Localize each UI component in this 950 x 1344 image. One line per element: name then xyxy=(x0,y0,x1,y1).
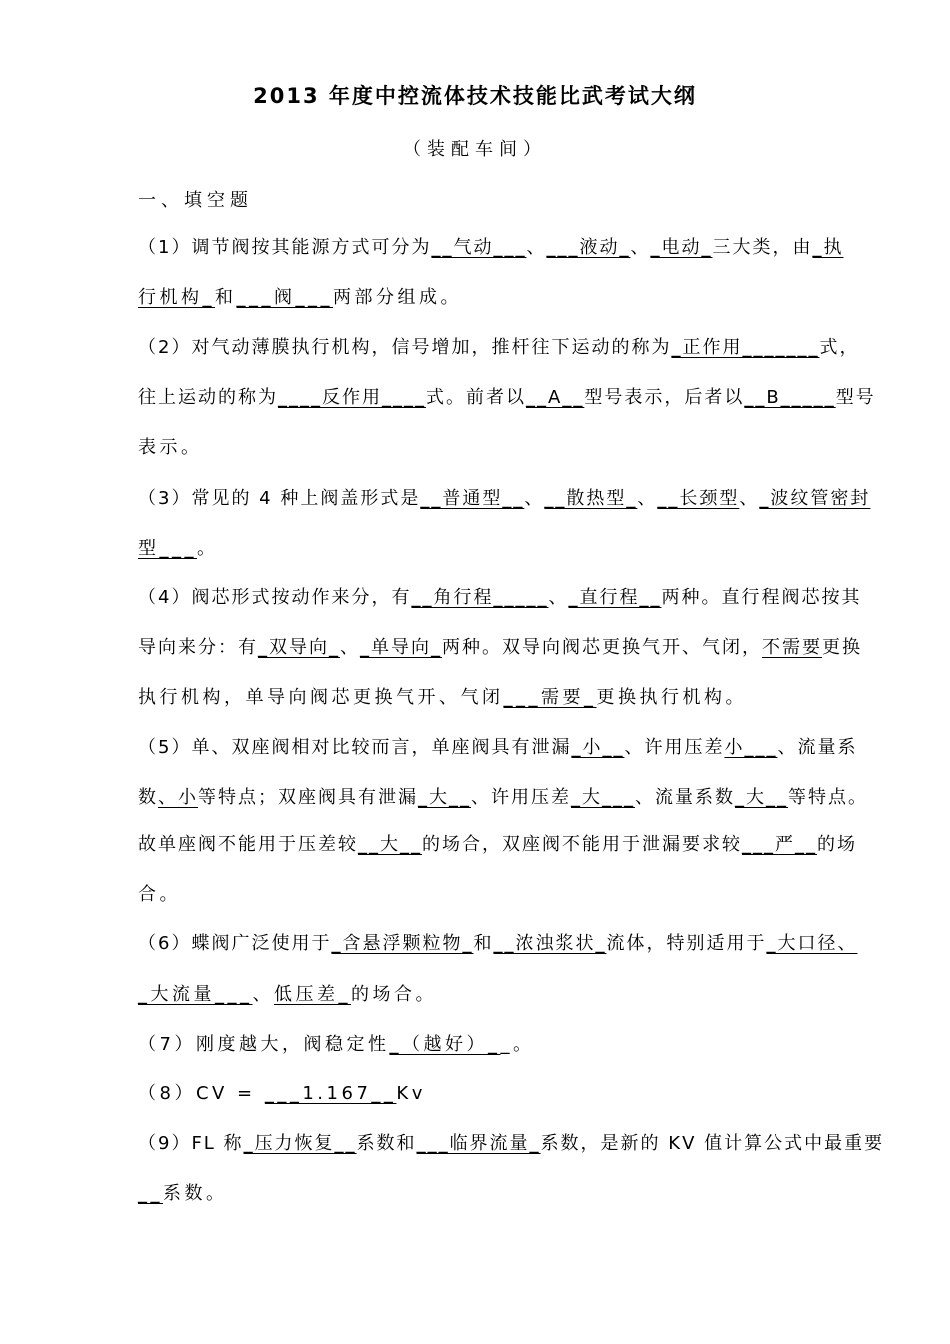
question-text: 三大类，由 xyxy=(712,237,813,258)
question-line xyxy=(138,982,818,1008)
answer-blank: _大__ xyxy=(735,787,788,808)
question-text: 合。 xyxy=(138,884,181,905)
answer-blank: _波纹管密封 xyxy=(759,488,871,509)
answer-blank: __普通型__ xyxy=(420,488,525,509)
answer-blank: 行机构_ xyxy=(138,287,215,308)
question-text: 故单座阀不能用于压差较 xyxy=(138,834,358,855)
question-text: 式， xyxy=(819,337,860,358)
question-text: 表示。 xyxy=(138,437,203,458)
answer-blank: _大口径、 xyxy=(766,933,858,954)
question-text: 更换执行机构。 xyxy=(596,687,747,708)
question-text: （9）FL 称 xyxy=(138,1133,244,1154)
question-text: 系数，是新的 KV 值计算公式中最重要 xyxy=(540,1133,885,1154)
answer-blank: __散热型_ xyxy=(544,488,638,509)
question-text: 系数。 xyxy=(163,1183,228,1204)
question-text: 数 xyxy=(138,787,158,808)
question-line xyxy=(138,1131,885,1157)
question-line xyxy=(138,1081,818,1107)
answer-blank: _（越好）_ xyxy=(389,1034,501,1055)
question-text: （2）对气动薄膜执行机构，信号增加，推杆往下运动的称为 xyxy=(138,337,672,358)
question-text: 、 xyxy=(739,488,760,509)
question-line xyxy=(138,1032,818,1058)
question-text: 型号 xyxy=(835,387,876,408)
question-text: 、 xyxy=(526,237,547,258)
question-line xyxy=(138,735,858,761)
question-text: 、流量系 xyxy=(777,737,858,758)
question-text: 的场 xyxy=(817,834,857,855)
answer-blank: __大__ xyxy=(358,834,422,855)
answer-blank: _电动_ xyxy=(650,237,713,258)
answer-blank: _小__ xyxy=(571,737,625,758)
question-text: （7）刚度越大，阀稳定性 xyxy=(138,1034,390,1055)
question-text: 两部分组成。 xyxy=(333,287,462,308)
question-text: 往上运动的称为 xyxy=(138,387,278,408)
question-text: 两种。双导向阀芯更换气开、气闭， xyxy=(442,637,762,658)
question-text: 的场合。 xyxy=(351,984,437,1005)
question-text: （3）常见的 4 种上阀盖形式是 xyxy=(138,488,421,509)
answer-blank: __气动___ xyxy=(431,237,527,258)
question-text: 、流量系数 xyxy=(635,787,735,808)
question-text: （6）蝶阀广泛使用于 xyxy=(138,933,332,954)
question-text: 、 xyxy=(630,237,651,258)
question-text: （5）单、双座阀相对比较而言，单座阀具有泄漏 xyxy=(138,737,572,758)
answer-blank: 型___ xyxy=(138,538,197,559)
question-text: 、 xyxy=(252,984,274,1005)
question-text: （4）阀芯形式按动作来分，有 xyxy=(138,587,412,608)
question-text: 流体，特别适用于 xyxy=(606,933,767,954)
question-text: 式。前者以 xyxy=(426,387,526,408)
answer-blank: ___需要_ xyxy=(503,687,597,708)
question-text: 和 xyxy=(215,287,237,308)
question-line xyxy=(138,235,844,261)
question-line xyxy=(138,785,868,811)
answer-blank: __ xyxy=(138,1183,163,1204)
section-heading: 一、填空题 xyxy=(138,190,253,211)
document-title: 2013 年度中控流体技术技能比武考试大纲 xyxy=(253,84,697,108)
question-text: （8）CV = xyxy=(138,1083,265,1104)
answer-blank: ___阀___ xyxy=(236,287,333,308)
question-text: 、 xyxy=(548,587,569,608)
question-line xyxy=(138,1181,818,1207)
question-text: 、 xyxy=(637,488,658,509)
answer-blank: _直行程__ xyxy=(568,587,662,608)
document-subtitle: （装配车间） xyxy=(403,139,547,160)
answer-blank: 、小 xyxy=(158,787,198,808)
answer-blank: _压力恢复__ xyxy=(243,1133,357,1154)
question-text: 两种。直行程阀芯按其 xyxy=(661,587,862,608)
question-text: 型号表示，后者以 xyxy=(584,387,745,408)
question-line xyxy=(138,931,858,957)
answer-blank: __B_____ xyxy=(744,387,836,408)
answer-blank: __A__ xyxy=(526,387,585,408)
question-text: 和 xyxy=(473,933,494,954)
question-line xyxy=(138,536,818,562)
answer-blank: _大__ xyxy=(418,787,471,808)
question-line xyxy=(138,685,818,711)
question-text: 执行机构，单导向阀芯更换气开、气闭 xyxy=(138,687,504,708)
answer-blank: 低压差_ xyxy=(274,984,351,1005)
answer-blank: _双导向_ xyxy=(258,637,340,658)
question-text: 等特点；双座阀具有泄漏 xyxy=(198,787,418,808)
answer-blank: ___严__ xyxy=(742,834,817,855)
question-text: 导向来分：有 xyxy=(138,637,258,658)
answer-blank: __角行程_____ xyxy=(411,587,549,608)
question-line xyxy=(138,832,857,858)
question-line xyxy=(138,385,876,411)
question-text: Kv xyxy=(396,1083,426,1104)
question-text: 更换 xyxy=(822,637,862,658)
question-line xyxy=(138,335,860,361)
question-text: （1）调节阀按其能源方式可分为 xyxy=(138,237,432,258)
answer-blank: 小___ xyxy=(724,737,778,758)
question-line xyxy=(138,585,862,611)
answer-blank: __浓浊浆状_ xyxy=(493,933,607,954)
answer-blank: ___1.167__ xyxy=(264,1083,397,1104)
question-line xyxy=(138,882,818,908)
question-text: 。 xyxy=(197,538,219,559)
answer-blank: _单导向_ xyxy=(360,637,442,658)
question-text: 、许用压差 xyxy=(471,787,571,808)
answer-blank: ___临界流量_ xyxy=(416,1133,541,1154)
answer-blank: ___液动_ xyxy=(546,237,631,258)
answer-blank: _大___ xyxy=(571,787,635,808)
answer-blank: _正作用_______ xyxy=(671,337,820,358)
question-text: 、许用压差 xyxy=(624,737,725,758)
answer-blank: __长颈型 xyxy=(657,488,740,509)
answer-blank: ____反作用____ xyxy=(278,387,426,408)
answer-blank: 不需要 xyxy=(762,637,822,658)
question-line xyxy=(138,486,871,512)
question-text: 、 xyxy=(524,488,545,509)
question-text: 系数和 xyxy=(356,1133,417,1154)
answer-blank: _含悬浮颗粒物_ xyxy=(331,933,474,954)
question-text: 等特点。 xyxy=(788,787,868,808)
question-line xyxy=(138,285,818,311)
question-line xyxy=(138,435,818,461)
question-text: 的场合，双座阀不能用于泄漏要求较 xyxy=(422,834,742,855)
question-text: _。 xyxy=(500,1034,535,1055)
answer-blank: _执 xyxy=(812,237,844,258)
answer-blank: _大流量___ xyxy=(138,984,253,1005)
question-line xyxy=(138,635,862,661)
question-text: 、 xyxy=(340,637,360,658)
